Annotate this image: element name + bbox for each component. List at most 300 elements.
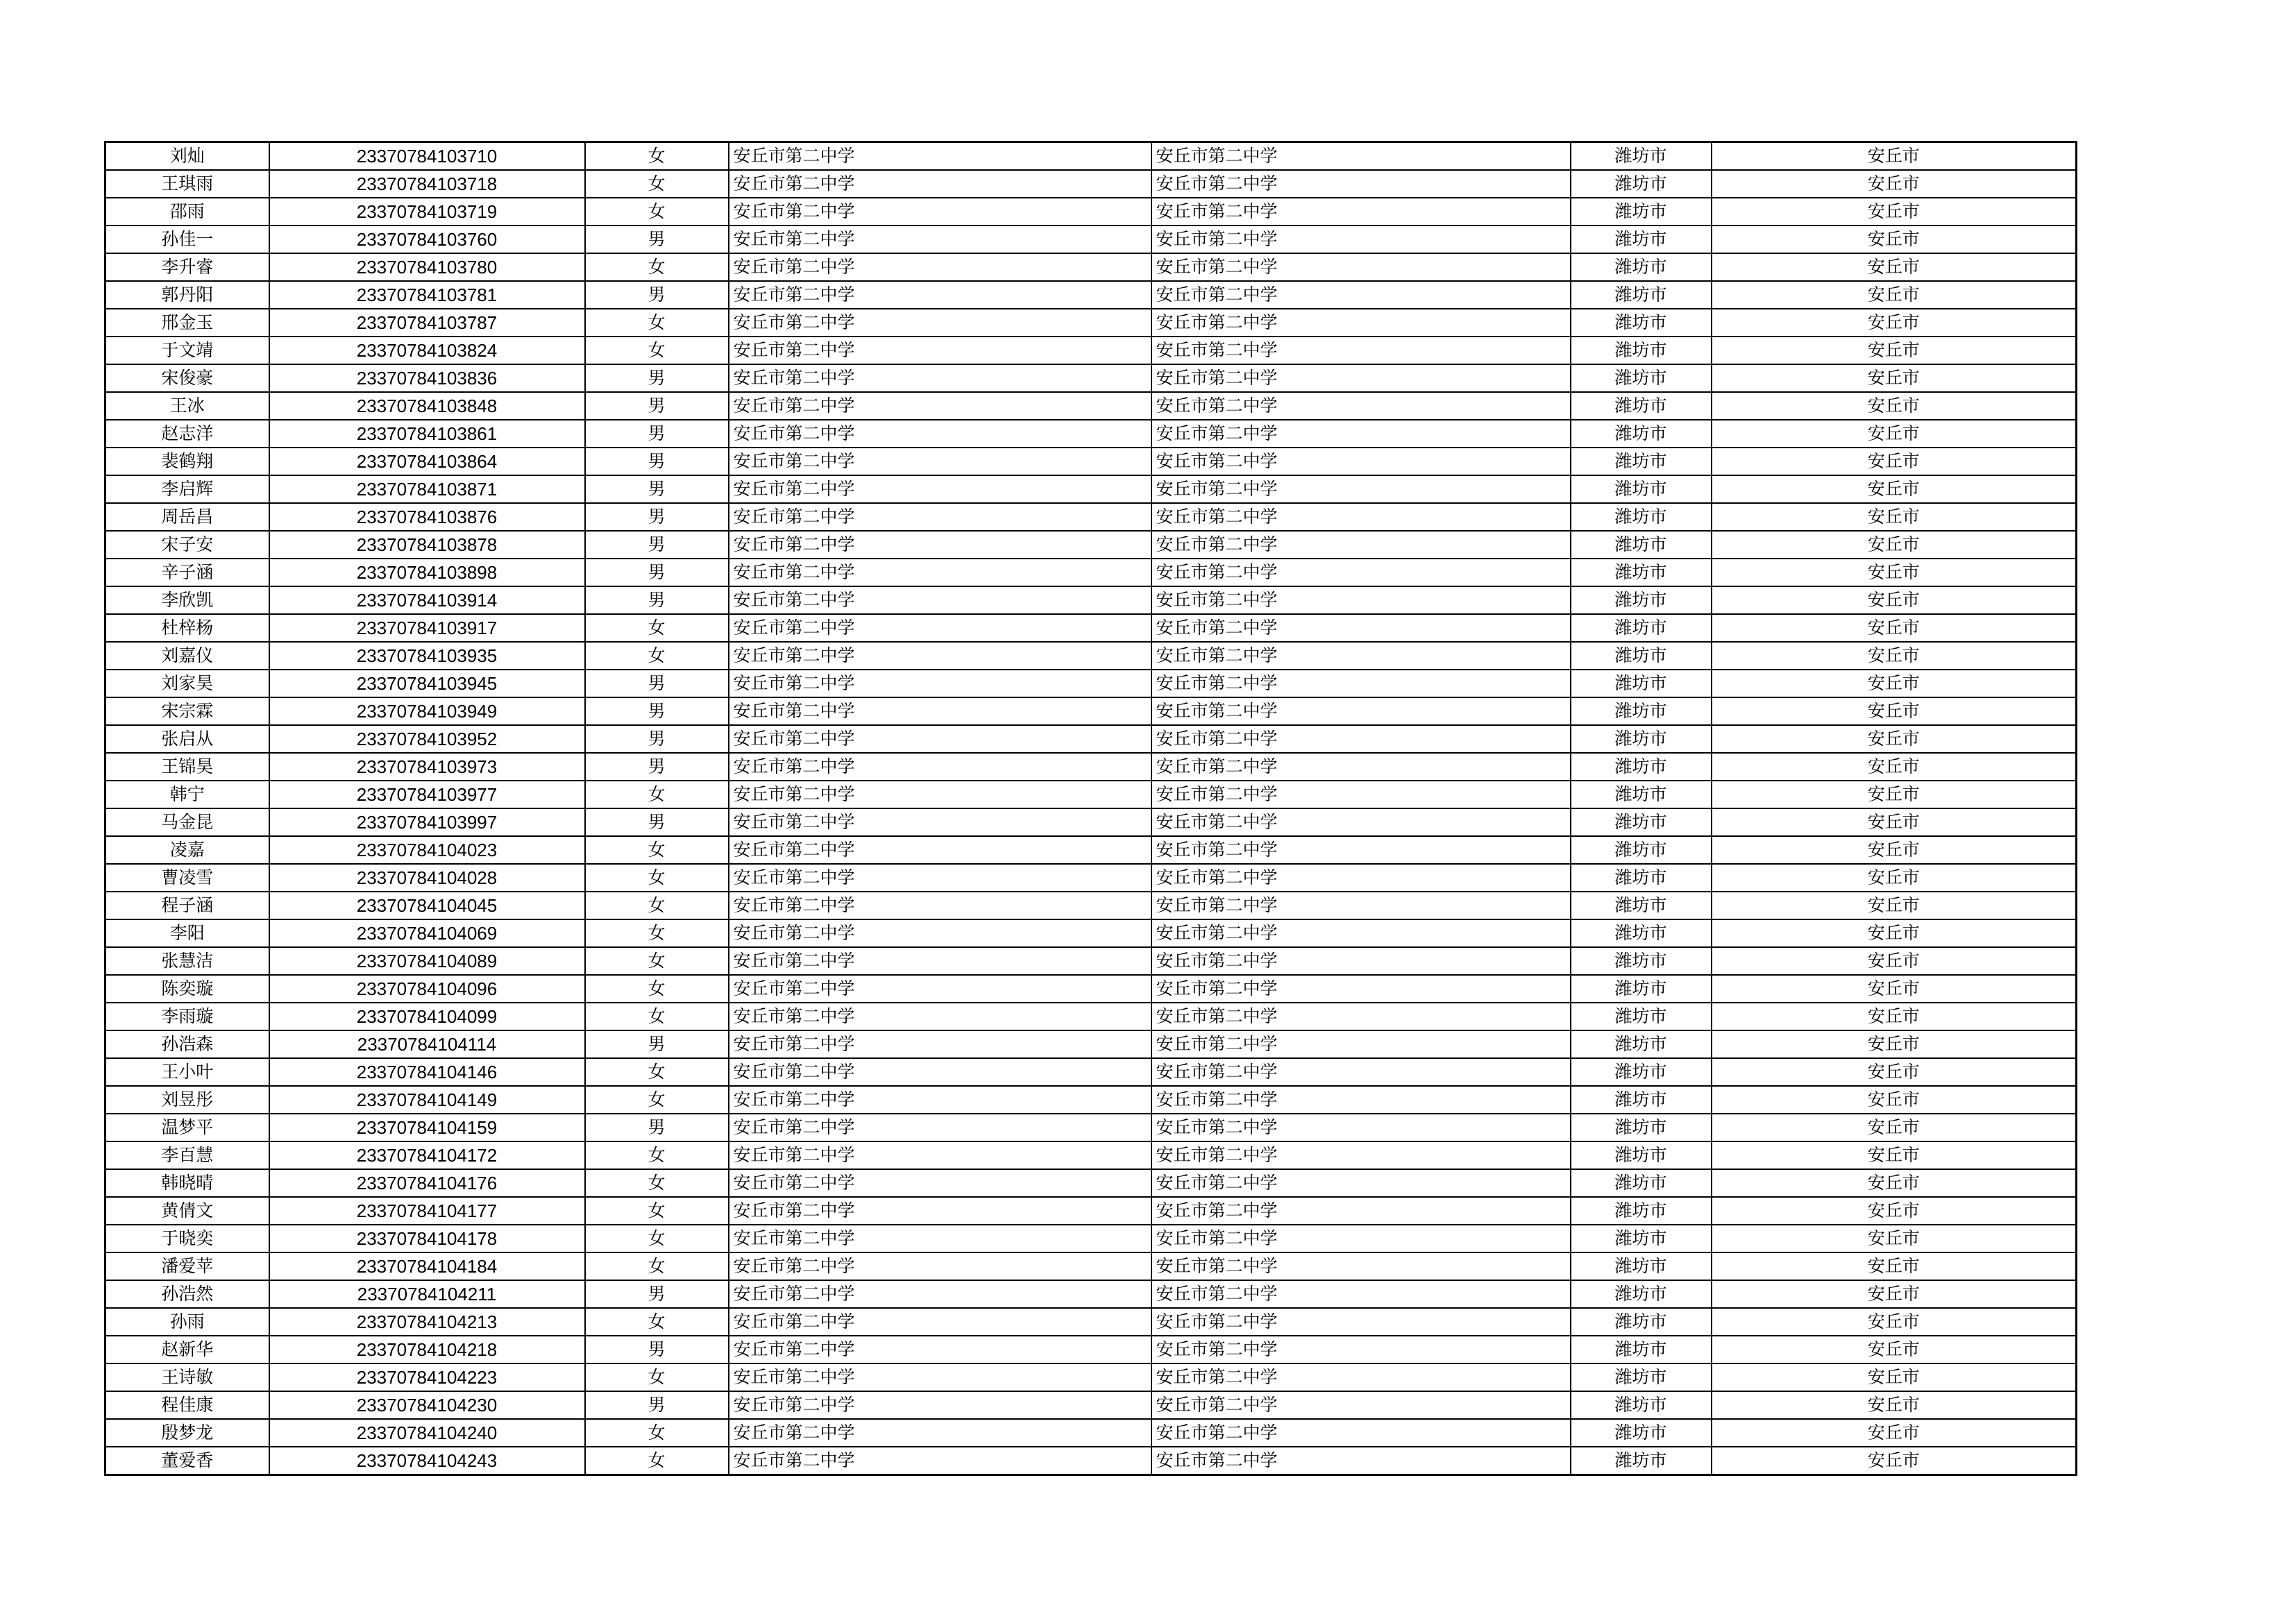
school-cell: 安丘市第二中学	[729, 781, 1151, 808]
exam-site-cell: 安丘市第二中学	[1151, 392, 1571, 420]
school-cell: 安丘市第二中学	[729, 697, 1151, 725]
school-cell: 安丘市第二中学	[729, 836, 1151, 864]
gender-cell: 女	[585, 892, 729, 919]
table-row	[105, 864, 2077, 892]
county-cell: 安丘市	[1712, 1141, 2077, 1169]
city-cell: 潍坊市	[1571, 475, 1712, 503]
gender-cell: 女	[585, 781, 729, 808]
school-cell: 安丘市第二中学	[729, 1280, 1151, 1308]
gender-cell: 女	[585, 947, 729, 975]
city-cell: 潍坊市	[1571, 697, 1712, 725]
student-name-cell: 王冰	[105, 392, 269, 420]
exam-site-cell: 安丘市第二中学	[1151, 1447, 1571, 1475]
school-cell: 安丘市第二中学	[729, 864, 1151, 892]
exam-site-cell: 安丘市第二中学	[1151, 420, 1571, 448]
exam-number-cell: 23370784104223	[269, 1363, 585, 1391]
county-cell: 安丘市	[1712, 975, 2077, 1003]
gender-cell: 女	[585, 198, 729, 226]
county-cell: 安丘市	[1712, 448, 2077, 475]
city-cell: 潍坊市	[1571, 947, 1712, 975]
county-cell: 安丘市	[1712, 1363, 2077, 1391]
city-cell: 潍坊市	[1571, 642, 1712, 670]
city-cell: 潍坊市	[1571, 420, 1712, 448]
gender-cell: 男	[585, 559, 729, 586]
county-cell: 安丘市	[1712, 753, 2077, 781]
county-cell: 安丘市	[1712, 808, 2077, 836]
table-row	[105, 1391, 2077, 1419]
city-cell: 潍坊市	[1571, 1141, 1712, 1169]
gender-cell: 女	[585, 642, 729, 670]
exam-number-cell: 23370784104178	[269, 1225, 585, 1252]
city-cell: 潍坊市	[1571, 1003, 1712, 1030]
city-cell: 潍坊市	[1571, 1419, 1712, 1447]
county-cell: 安丘市	[1712, 1419, 2077, 1447]
exam-number-cell: 23370784103935	[269, 642, 585, 670]
table-row	[105, 448, 2077, 475]
school-cell: 安丘市第二中学	[729, 1058, 1151, 1086]
student-roster-table	[104, 141, 2077, 1476]
county-cell: 安丘市	[1712, 420, 2077, 448]
gender-cell: 男	[585, 281, 729, 309]
exam-site-cell: 安丘市第二中学	[1151, 614, 1571, 642]
exam-number-cell: 23370784103952	[269, 725, 585, 753]
table-row	[105, 1169, 2077, 1197]
school-cell: 安丘市第二中学	[729, 337, 1151, 364]
table-row	[105, 226, 2077, 253]
student-name-cell: 程佳康	[105, 1391, 269, 1419]
gender-cell: 男	[585, 1030, 729, 1058]
exam-site-cell: 安丘市第二中学	[1151, 1058, 1571, 1086]
city-cell: 潍坊市	[1571, 808, 1712, 836]
exam-number-cell: 23370784104159	[269, 1114, 585, 1141]
student-name-cell: 韩晓晴	[105, 1169, 269, 1197]
table-row	[105, 947, 2077, 975]
gender-cell: 女	[585, 1141, 729, 1169]
school-cell: 安丘市第二中学	[729, 947, 1151, 975]
student-name-cell: 李雨璇	[105, 1003, 269, 1030]
exam-site-cell: 安丘市第二中学	[1151, 919, 1571, 947]
student-name-cell: 杜梓杨	[105, 614, 269, 642]
county-cell: 安丘市	[1712, 1197, 2077, 1225]
school-cell: 安丘市第二中学	[729, 142, 1151, 171]
school-cell: 安丘市第二中学	[729, 1030, 1151, 1058]
gender-cell: 男	[585, 392, 729, 420]
gender-cell: 男	[585, 475, 729, 503]
county-cell: 安丘市	[1712, 142, 2077, 171]
school-cell: 安丘市第二中学	[729, 586, 1151, 614]
school-cell: 安丘市第二中学	[729, 559, 1151, 586]
gender-cell: 女	[585, 1003, 729, 1030]
exam-number-cell: 23370784103861	[269, 420, 585, 448]
table-row	[105, 614, 2077, 642]
gender-cell: 女	[585, 919, 729, 947]
exam-number-cell: 23370784104243	[269, 1447, 585, 1475]
city-cell: 潍坊市	[1571, 670, 1712, 697]
student-name-cell: 殷梦龙	[105, 1419, 269, 1447]
city-cell: 潍坊市	[1571, 503, 1712, 531]
exam-number-cell: 23370784103710	[269, 142, 585, 171]
exam-site-cell: 安丘市第二中学	[1151, 947, 1571, 975]
gender-cell: 男	[585, 1280, 729, 1308]
exam-site-cell: 安丘市第二中学	[1151, 1363, 1571, 1391]
county-cell: 安丘市	[1712, 697, 2077, 725]
student-name-cell: 于文靖	[105, 337, 269, 364]
city-cell: 潍坊市	[1571, 1308, 1712, 1336]
exam-number-cell: 23370784103780	[269, 253, 585, 281]
exam-site-cell: 安丘市第二中学	[1151, 1114, 1571, 1141]
exam-site-cell: 安丘市第二中学	[1151, 559, 1571, 586]
school-cell: 安丘市第二中学	[729, 642, 1151, 670]
exam-number-cell: 23370784104184	[269, 1252, 585, 1280]
city-cell: 潍坊市	[1571, 1058, 1712, 1086]
school-cell: 安丘市第二中学	[729, 975, 1151, 1003]
city-cell: 潍坊市	[1571, 1363, 1712, 1391]
table-row	[105, 1336, 2077, 1363]
student-name-cell: 周岳昌	[105, 503, 269, 531]
table-row	[105, 1363, 2077, 1391]
table-row	[105, 1030, 2077, 1058]
school-cell: 安丘市第二中学	[729, 364, 1151, 392]
exam-number-cell: 23370784104218	[269, 1336, 585, 1363]
exam-site-cell: 安丘市第二中学	[1151, 309, 1571, 337]
city-cell: 潍坊市	[1571, 142, 1712, 171]
student-name-cell: 刘昱彤	[105, 1086, 269, 1114]
gender-cell: 女	[585, 836, 729, 864]
gender-cell: 女	[585, 253, 729, 281]
school-cell: 安丘市第二中学	[729, 1141, 1151, 1169]
gender-cell: 女	[585, 864, 729, 892]
student-name-cell: 王锦昊	[105, 753, 269, 781]
student-name-cell: 马金昆	[105, 808, 269, 836]
exam-site-cell: 安丘市第二中学	[1151, 1419, 1571, 1447]
school-cell: 安丘市第二中学	[729, 170, 1151, 198]
city-cell: 潍坊市	[1571, 337, 1712, 364]
city-cell: 潍坊市	[1571, 614, 1712, 642]
exam-site-cell: 安丘市第二中学	[1151, 697, 1571, 725]
table-row	[105, 1308, 2077, 1336]
table-row	[105, 975, 2077, 1003]
exam-number-cell: 23370784103914	[269, 586, 585, 614]
county-cell: 安丘市	[1712, 1280, 2077, 1308]
table-row	[105, 475, 2077, 503]
gender-cell: 女	[585, 1447, 729, 1475]
student-name-cell: 李升睿	[105, 253, 269, 281]
school-cell: 安丘市第二中学	[729, 475, 1151, 503]
city-cell: 潍坊市	[1571, 531, 1712, 559]
gender-cell: 女	[585, 1058, 729, 1086]
table-row	[105, 753, 2077, 781]
gender-cell: 女	[585, 1197, 729, 1225]
city-cell: 潍坊市	[1571, 198, 1712, 226]
exam-number-cell: 23370784103871	[269, 475, 585, 503]
table-row	[105, 253, 2077, 281]
gender-cell: 女	[585, 170, 729, 198]
exam-number-cell: 23370784104099	[269, 1003, 585, 1030]
gender-cell: 女	[585, 1086, 729, 1114]
exam-site-cell: 安丘市第二中学	[1151, 1169, 1571, 1197]
city-cell: 潍坊市	[1571, 364, 1712, 392]
exam-site-cell: 安丘市第二中学	[1151, 142, 1571, 171]
gender-cell: 女	[585, 1308, 729, 1336]
exam-site-cell: 安丘市第二中学	[1151, 781, 1571, 808]
exam-site-cell: 安丘市第二中学	[1151, 1003, 1571, 1030]
school-cell: 安丘市第二中学	[729, 198, 1151, 226]
table-row	[105, 142, 2077, 171]
student-name-cell: 孙浩森	[105, 1030, 269, 1058]
gender-cell: 男	[585, 420, 729, 448]
county-cell: 安丘市	[1712, 392, 2077, 420]
student-name-cell: 于晓奕	[105, 1225, 269, 1252]
county-cell: 安丘市	[1712, 1030, 2077, 1058]
school-cell: 安丘市第二中学	[729, 281, 1151, 309]
exam-site-cell: 安丘市第二中学	[1151, 531, 1571, 559]
exam-site-cell: 安丘市第二中学	[1151, 1141, 1571, 1169]
student-name-cell: 黄倩文	[105, 1197, 269, 1225]
city-cell: 潍坊市	[1571, 392, 1712, 420]
table-row	[105, 337, 2077, 364]
county-cell: 安丘市	[1712, 198, 2077, 226]
exam-site-cell: 安丘市第二中学	[1151, 1252, 1571, 1280]
table-row	[105, 892, 2077, 919]
county-cell: 安丘市	[1712, 1114, 2077, 1141]
gender-cell: 女	[585, 1252, 729, 1280]
table-row	[105, 1141, 2077, 1169]
exam-site-cell: 安丘市第二中学	[1151, 475, 1571, 503]
county-cell: 安丘市	[1712, 281, 2077, 309]
exam-number-cell: 23370784103781	[269, 281, 585, 309]
county-cell: 安丘市	[1712, 309, 2077, 337]
table-row	[105, 170, 2077, 198]
county-cell: 安丘市	[1712, 226, 2077, 253]
school-cell: 安丘市第二中学	[729, 531, 1151, 559]
exam-site-cell: 安丘市第二中学	[1151, 586, 1571, 614]
student-name-cell: 宋子安	[105, 531, 269, 559]
exam-number-cell: 23370784104177	[269, 1197, 585, 1225]
exam-site-cell: 安丘市第二中学	[1151, 975, 1571, 1003]
school-cell: 安丘市第二中学	[729, 1114, 1151, 1141]
table-row	[105, 392, 2077, 420]
table-row	[105, 1225, 2077, 1252]
student-name-cell: 董爱香	[105, 1447, 269, 1475]
county-cell: 安丘市	[1712, 586, 2077, 614]
gender-cell: 男	[585, 697, 729, 725]
city-cell: 潍坊市	[1571, 1447, 1712, 1475]
exam-number-cell: 23370784103898	[269, 559, 585, 586]
roster-body	[105, 142, 2077, 1475]
table-row	[105, 1003, 2077, 1030]
county-cell: 安丘市	[1712, 1169, 2077, 1197]
table-row	[105, 531, 2077, 559]
school-cell: 安丘市第二中学	[729, 1252, 1151, 1280]
exam-number-cell: 23370784104089	[269, 947, 585, 975]
school-cell: 安丘市第二中学	[729, 392, 1151, 420]
county-cell: 安丘市	[1712, 725, 2077, 753]
exam-site-cell: 安丘市第二中学	[1151, 892, 1571, 919]
student-name-cell: 李阳	[105, 919, 269, 947]
exam-number-cell: 23370784103824	[269, 337, 585, 364]
student-name-cell: 孙佳一	[105, 226, 269, 253]
exam-site-cell: 安丘市第二中学	[1151, 226, 1571, 253]
table-row	[105, 1447, 2077, 1475]
exam-number-cell: 23370784103973	[269, 753, 585, 781]
gender-cell: 男	[585, 586, 729, 614]
student-name-cell: 李启辉	[105, 475, 269, 503]
gender-cell: 男	[585, 1391, 729, 1419]
exam-number-cell: 23370784103718	[269, 170, 585, 198]
table-row	[105, 1252, 2077, 1280]
county-cell: 安丘市	[1712, 1391, 2077, 1419]
gender-cell: 女	[585, 1419, 729, 1447]
exam-number-cell: 23370784104240	[269, 1419, 585, 1447]
city-cell: 潍坊市	[1571, 1114, 1712, 1141]
county-cell: 安丘市	[1712, 614, 2077, 642]
table-row	[105, 642, 2077, 670]
county-cell: 安丘市	[1712, 1447, 2077, 1475]
county-cell: 安丘市	[1712, 337, 2077, 364]
exam-site-cell: 安丘市第二中学	[1151, 1030, 1571, 1058]
city-cell: 潍坊市	[1571, 1280, 1712, 1308]
exam-site-cell: 安丘市第二中学	[1151, 281, 1571, 309]
exam-site-cell: 安丘市第二中学	[1151, 836, 1571, 864]
student-name-cell: 刘嘉仪	[105, 642, 269, 670]
gender-cell: 男	[585, 503, 729, 531]
county-cell: 安丘市	[1712, 531, 2077, 559]
exam-site-cell: 安丘市第二中学	[1151, 337, 1571, 364]
county-cell: 安丘市	[1712, 919, 2077, 947]
gender-cell: 女	[585, 1363, 729, 1391]
county-cell: 安丘市	[1712, 1225, 2077, 1252]
table-row	[105, 697, 2077, 725]
exam-number-cell: 23370784103760	[269, 226, 585, 253]
school-cell: 安丘市第二中学	[729, 448, 1151, 475]
exam-number-cell: 23370784103836	[269, 364, 585, 392]
exam-site-cell: 安丘市第二中学	[1151, 753, 1571, 781]
city-cell: 潍坊市	[1571, 559, 1712, 586]
table-row	[105, 670, 2077, 697]
exam-number-cell: 23370784103787	[269, 309, 585, 337]
student-name-cell: 王诗敏	[105, 1363, 269, 1391]
school-cell: 安丘市第二中学	[729, 1419, 1151, 1447]
student-name-cell: 宋宗霖	[105, 697, 269, 725]
student-name-cell: 刘家昊	[105, 670, 269, 697]
exam-number-cell: 23370784104023	[269, 836, 585, 864]
table-row	[105, 1114, 2077, 1141]
exam-site-cell: 安丘市第二中学	[1151, 448, 1571, 475]
school-cell: 安丘市第二中学	[729, 420, 1151, 448]
gender-cell: 女	[585, 337, 729, 364]
city-cell: 潍坊市	[1571, 1169, 1712, 1197]
gender-cell: 男	[585, 448, 729, 475]
city-cell: 潍坊市	[1571, 1225, 1712, 1252]
exam-site-cell: 安丘市第二中学	[1151, 725, 1571, 753]
county-cell: 安丘市	[1712, 475, 2077, 503]
student-name-cell: 赵志洋	[105, 420, 269, 448]
exam-site-cell: 安丘市第二中学	[1151, 1197, 1571, 1225]
city-cell: 潍坊市	[1571, 975, 1712, 1003]
exam-number-cell: 23370784103977	[269, 781, 585, 808]
city-cell: 潍坊市	[1571, 1336, 1712, 1363]
exam-site-cell: 安丘市第二中学	[1151, 198, 1571, 226]
city-cell: 潍坊市	[1571, 253, 1712, 281]
student-name-cell: 程子涵	[105, 892, 269, 919]
county-cell: 安丘市	[1712, 836, 2077, 864]
county-cell: 安丘市	[1712, 864, 2077, 892]
exam-number-cell: 23370784103997	[269, 808, 585, 836]
city-cell: 潍坊市	[1571, 1391, 1712, 1419]
gender-cell: 男	[585, 1336, 729, 1363]
exam-number-cell: 23370784104028	[269, 864, 585, 892]
gender-cell: 男	[585, 1114, 729, 1141]
gender-cell: 女	[585, 309, 729, 337]
school-cell: 安丘市第二中学	[729, 919, 1151, 947]
exam-number-cell: 23370784104213	[269, 1308, 585, 1336]
city-cell: 潍坊市	[1571, 1197, 1712, 1225]
table-row	[105, 1280, 2077, 1308]
exam-site-cell: 安丘市第二中学	[1151, 670, 1571, 697]
exam-number-cell: 23370784103719	[269, 198, 585, 226]
county-cell: 安丘市	[1712, 1252, 2077, 1280]
exam-number-cell: 23370784103876	[269, 503, 585, 531]
city-cell: 潍坊市	[1571, 1030, 1712, 1058]
student-name-cell: 邢金玉	[105, 309, 269, 337]
gender-cell: 男	[585, 226, 729, 253]
school-cell: 安丘市第二中学	[729, 1308, 1151, 1336]
student-name-cell: 凌嘉	[105, 836, 269, 864]
student-name-cell: 王琪雨	[105, 170, 269, 198]
student-name-cell: 曹凌雪	[105, 864, 269, 892]
school-cell: 安丘市第二中学	[729, 614, 1151, 642]
city-cell: 潍坊市	[1571, 892, 1712, 919]
exam-site-cell: 安丘市第二中学	[1151, 253, 1571, 281]
school-cell: 安丘市第二中学	[729, 253, 1151, 281]
student-name-cell: 郭丹阳	[105, 281, 269, 309]
school-cell: 安丘市第二中学	[729, 1003, 1151, 1030]
county-cell: 安丘市	[1712, 947, 2077, 975]
student-name-cell: 李欣凯	[105, 586, 269, 614]
county-cell: 安丘市	[1712, 1308, 2077, 1336]
county-cell: 安丘市	[1712, 642, 2077, 670]
table-row	[105, 559, 2077, 586]
school-cell: 安丘市第二中学	[729, 808, 1151, 836]
county-cell: 安丘市	[1712, 170, 2077, 198]
table-row	[105, 808, 2077, 836]
gender-cell: 女	[585, 975, 729, 1003]
city-cell: 潍坊市	[1571, 864, 1712, 892]
city-cell: 潍坊市	[1571, 836, 1712, 864]
county-cell: 安丘市	[1712, 670, 2077, 697]
student-name-cell: 宋俊豪	[105, 364, 269, 392]
student-name-cell: 辛子涵	[105, 559, 269, 586]
city-cell: 潍坊市	[1571, 226, 1712, 253]
school-cell: 安丘市第二中学	[729, 670, 1151, 697]
school-cell: 安丘市第二中学	[729, 753, 1151, 781]
exam-site-cell: 安丘市第二中学	[1151, 170, 1571, 198]
school-cell: 安丘市第二中学	[729, 1336, 1151, 1363]
county-cell: 安丘市	[1712, 559, 2077, 586]
student-name-cell: 刘灿	[105, 142, 269, 171]
student-name-cell: 孙雨	[105, 1308, 269, 1336]
table-row	[105, 836, 2077, 864]
exam-site-cell: 安丘市第二中学	[1151, 1280, 1571, 1308]
county-cell: 安丘市	[1712, 781, 2077, 808]
school-cell: 安丘市第二中学	[729, 309, 1151, 337]
table-row	[105, 281, 2077, 309]
school-cell: 安丘市第二中学	[729, 1447, 1151, 1475]
gender-cell: 男	[585, 364, 729, 392]
table-row	[105, 503, 2077, 531]
student-name-cell: 潘爱苹	[105, 1252, 269, 1280]
exam-number-cell: 23370784103864	[269, 448, 585, 475]
